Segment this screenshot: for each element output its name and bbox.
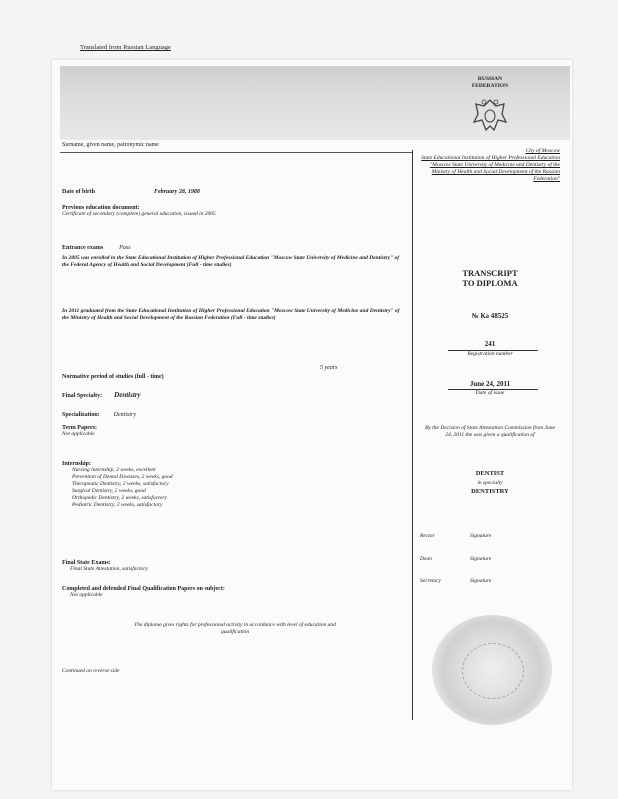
continued-note: Continued on reverse side: [62, 668, 120, 674]
specialty-label: Final Specialty:: [62, 393, 103, 399]
completed-value: Not applicable: [70, 592, 103, 598]
column-divider: [412, 150, 413, 720]
normative-label: Normative period of studies (full - time): [62, 374, 164, 380]
dob-row: [62, 180, 402, 198]
signature-dean: Dean Signature: [420, 556, 492, 562]
normative-row: [62, 365, 407, 383]
prev-doc-value: Certificate of secondary (complete) general education, issued in 2005: [62, 211, 216, 217]
registration-number: 241: [484, 340, 496, 348]
final-exams-label: Final State Exams:: [62, 560, 111, 566]
internship-label: Internship:: [62, 461, 92, 467]
specialization-value: Dentistry: [113, 412, 137, 418]
internship-block: [62, 461, 362, 509]
term-papers-label: Term Papers:: [62, 425, 97, 431]
translated-note: Translated from Russian Language: [80, 44, 171, 51]
official-seal-icon: [432, 615, 552, 725]
in-specialty: in specialty: [477, 480, 503, 486]
list-item: Pediatric Dentistry, 2 weeks, satisfactory: [72, 502, 163, 508]
graduated-paragraph: In 2011 graduated from the State Educational Institution of Higher Professional Education "Moscow State University of Medicine and Dentistry" of the Ministry of Health and Social Development of the Russian Federation (Full - time studies): [62, 308, 400, 321]
signature-secretary: Secretary Signature: [420, 578, 492, 584]
decision-text: By the Decision of State Attestation Commission from June 24, 2011 the was given a qualification of: [425, 425, 555, 438]
term-papers-value: Not applicable: [62, 431, 95, 437]
rights-note: The diploma gives rights for professional activity in accordance with level of education and qualification: [134, 622, 336, 635]
dob-label: Date of birth: [62, 189, 95, 195]
normative-value: 5 years: [320, 365, 338, 371]
header-rule: [60, 152, 412, 153]
completed-label: Completed and defended Final Qualification Papers on subject:: [62, 586, 225, 592]
specialization-row: [62, 403, 136, 421]
specialty-name: DENTISTRY: [471, 488, 509, 495]
list-item: Orthopedic Dentistry, 2 weeks, satisfactory: [72, 495, 168, 501]
institution: State Educational Institution of Higher Professional Education "Moscow State University of Medicine and Dentistry of the Ministry of Health and Social Development of the Russian Federation": [421, 155, 560, 182]
city: City of Moscow: [525, 148, 560, 154]
issue-date-caption: Date of issue: [475, 390, 505, 396]
issue-date: June 24, 2011: [469, 380, 511, 388]
enrolled-paragraph: In 2005 was enrolled in the State Educational Institution of Higher Professional Education "Moscow State University of Medicine and Dentistry" of the Federal Agency of Health and Social Development (Full - time studies): [62, 255, 400, 268]
registration-caption: Registration number: [467, 351, 513, 357]
list-item: Surgical Dentistry, 2 weeks, good: [72, 488, 146, 494]
completed-block: [62, 586, 402, 599]
federation-title: RUSSIAN FEDERATION: [471, 76, 509, 89]
prev-doc: [62, 205, 402, 218]
institution-block: [420, 148, 560, 183]
specialization-label: Specialization:: [62, 412, 100, 418]
final-exams-value: Final State Attestation, satisfactory: [70, 566, 148, 572]
list-item: Nursing internship, 2 weeks, excellent: [72, 467, 156, 473]
internship-list: [62, 467, 362, 509]
qualification: DENTIST: [475, 470, 505, 477]
dob-value: February 28, 1988: [154, 189, 200, 195]
specialty-row: [62, 384, 141, 402]
entrance-label: Entrance exams: [62, 245, 104, 251]
list-item: Prevention of Dental Diseases, 2 weeks, good: [72, 474, 173, 480]
final-exams: [62, 560, 402, 573]
diploma-number: № Ка 48525: [471, 312, 509, 320]
term-papers: [62, 425, 97, 438]
transcript-title: TRANSCRIPT TO DIPLOMA: [462, 268, 518, 288]
signature-rector: Rector Signature: [420, 533, 492, 539]
specialty-value: Dentistry: [114, 391, 141, 399]
entrance-row: [62, 236, 402, 254]
entrance-value: Pass: [119, 245, 131, 251]
prev-doc-label: Previous education document:: [62, 205, 140, 211]
list-item: Therapeutic Dentistry, 2 weeks, satisfactory: [72, 481, 169, 487]
surname-row: Surname, given name, patronymic name: [62, 142, 159, 148]
coat-of-arms-icon: [468, 96, 512, 136]
